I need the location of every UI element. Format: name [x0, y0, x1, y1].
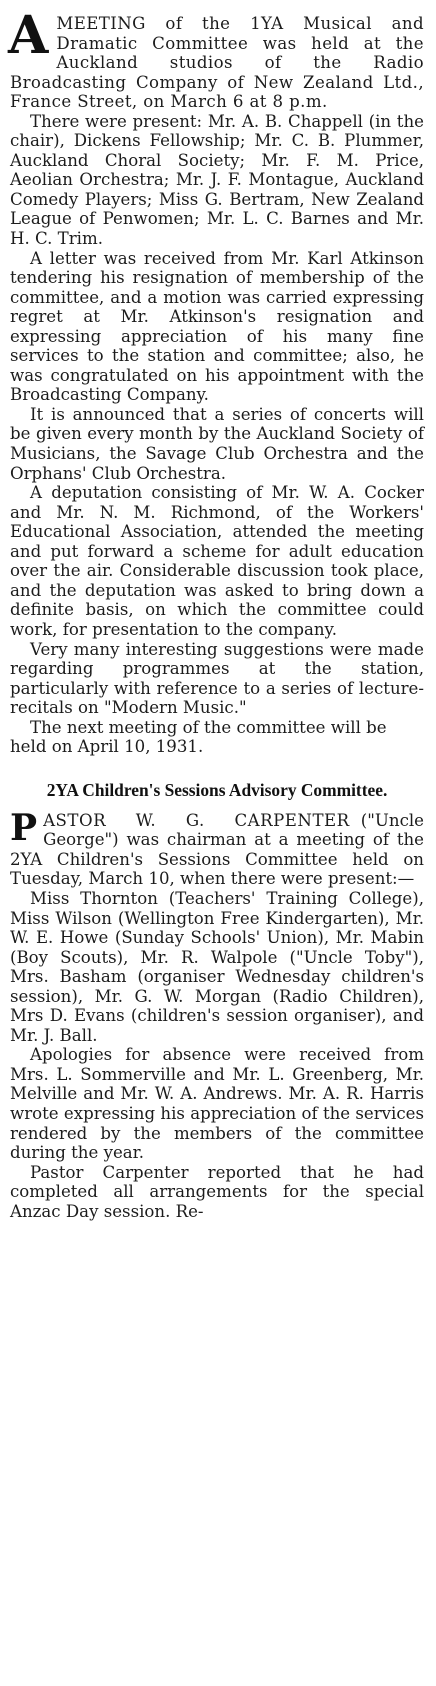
lead-text: ASTOR W. G. CARPENTER	[43, 810, 350, 830]
lead-text: MEETING of the 1YA Musical and Dramatic Committee was held at the Auckland studios of the Radio Broadcasting Company of New Zealand Ltd., France Street, on March 6 at 8 p.m.	[10, 14, 424, 112]
body-paragraph: The next meeting of the committee will be held on April 10, 1931.	[10, 717, 387, 757]
body-paragraph: Very many interesting suggestions were made regarding programmes at the station, particularly with reference to a series of lecture-recitals on "Modern Music."	[10, 639, 424, 718]
newspaper-column	[8, 5, 424, 1221]
body-paragraph: A deputation consisting of Mr. W. A. Cocker and Mr. N. M. Richmond, of the Workers' Educational Association, attended the meeting and put forward a scheme for adult education over the air. Considerable discussion took place, and the deputation was asked to bring down a definite basis, on which the committee could work, for presentation to the company.	[10, 483, 424, 639]
article-heading: 2YA Children's Sessions Advisory Committee.	[46, 779, 388, 800]
article-2ya-children-sessions	[10, 779, 424, 1221]
article-lead-paragraph	[10, 806, 424, 889]
body-paragraph: Pastor Carpenter reported that he had completed all arrangements for the special Anzac Day session. Re-	[10, 1162, 424, 1221]
lead-text-continued: ("Uncle George") was chairman at a meeting of the 2YA Children's Sessions Committee held on Tuesday, March 10, when there were present:—	[10, 810, 424, 889]
article-1ya-committee	[8, 5, 424, 757]
body-paragraph: There were present: Mr. A. B. Chappell (in the chair), Dickens Fellowship; Mr. C. B. Plummer, Auckland Choral Society; Mr. F. M. Price, Aeolian Orchestra; Mr. J. F. Montague, Auckland Comedy Players; Miss G. Bertram, New Zealand League of Penwomen; Mr. L. C. Barnes and Mr. H. C. Trim.	[10, 111, 424, 249]
article-lead-paragraph	[8, 5, 424, 112]
body-paragraph: It is announced that a series of concerts will be given every month by the Auckland Society of Musicians, the Savage Club Orchestra and the Orphans' Club Orchestra.	[10, 404, 424, 483]
body-paragraph: Apologies for absence were received from Mrs. L. Sommerville and Mr. L. Greenberg, Mr. Melville and Mr. W. A. Andrews. Mr. A. R. Harris wrote expressing his appreciation of the services rendered by the members of the committee during the year.	[10, 1045, 424, 1163]
body-paragraph: Miss Thornton (Teachers' Training College), Miss Wilson (Wellington Free Kindergarten), Mr. W. E. Howe (Sunday Schools' Union), Mr. Mabin (Boy Scouts), Mr. R. Walpole ("Uncle Toby"), Mrs. Basham (organiser Wednesday children's session), Mr. G. W. Morgan (Radio Children), Mrs D. Evans (children's session organiser), and Mr. J. Ball.	[10, 888, 424, 1045]
body-paragraph: A letter was received from Mr. Karl Atkinson tendering his resignation of membership of the committee, and a motion was carried expressing regret at Mr. Atkinson's resignation and expressing appreciation of his many fine services to the station and committee; also, he was congratulated on his appointment with the Broadcasting Company.	[10, 248, 424, 405]
drop-cap-letter: A	[8, 5, 49, 66]
drop-cap-letter: P	[10, 806, 38, 849]
